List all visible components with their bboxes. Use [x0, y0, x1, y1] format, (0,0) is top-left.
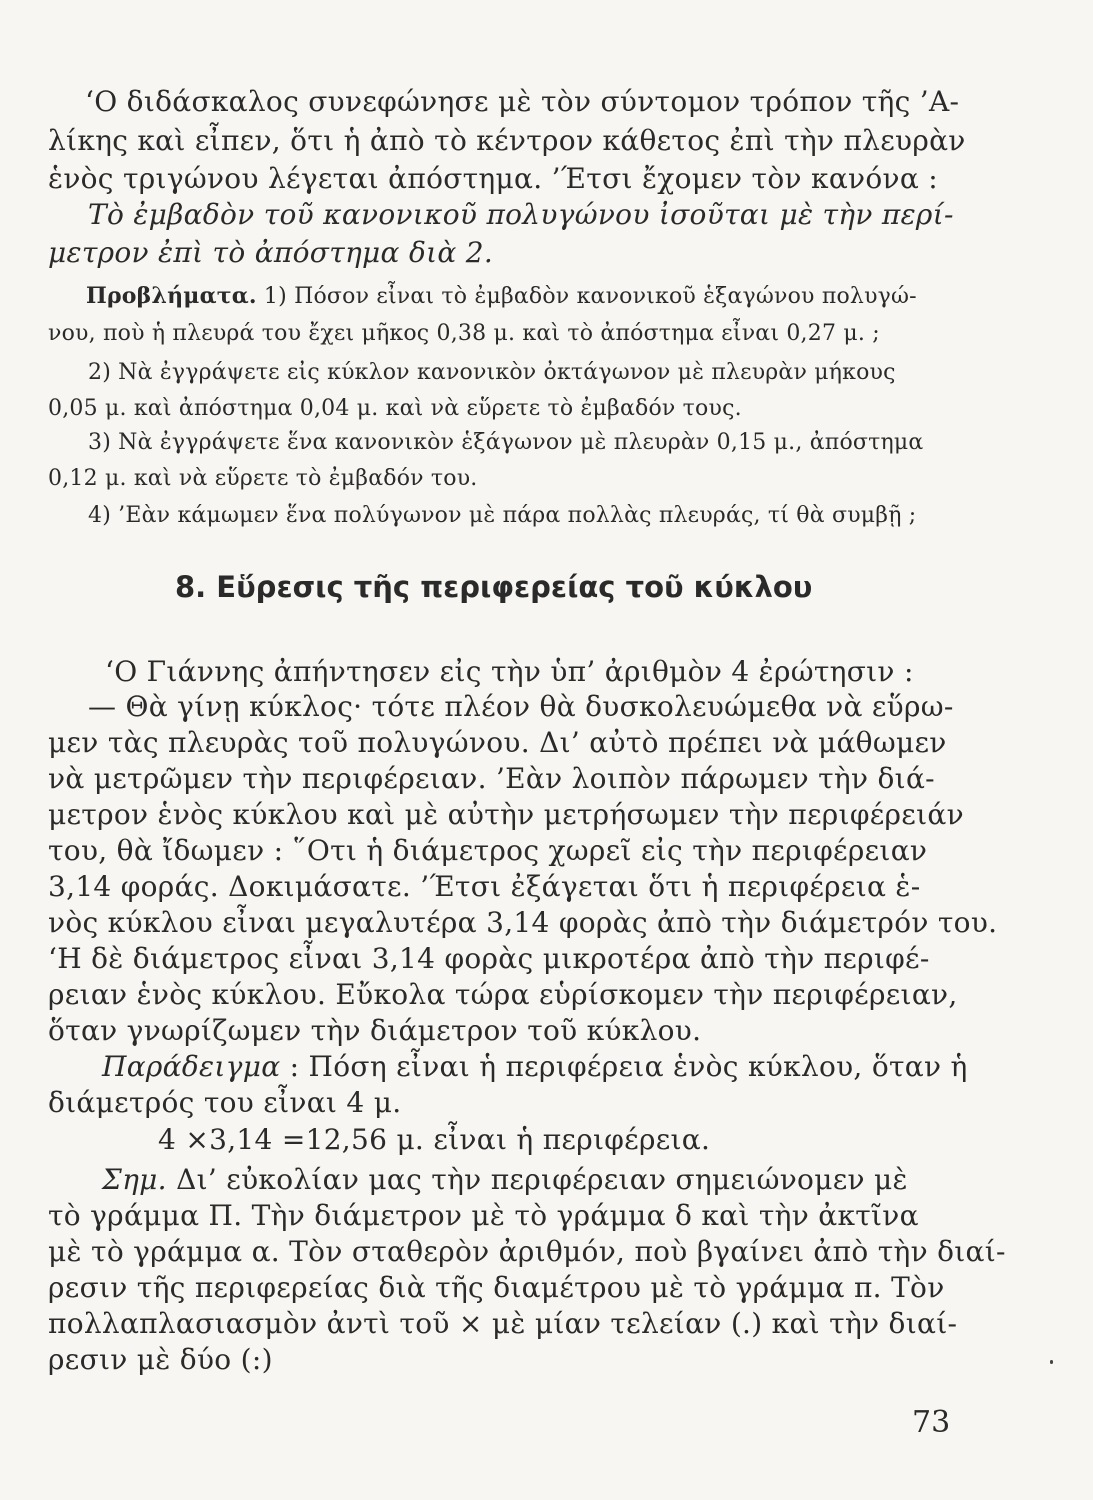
problem-line: 4) ’Εὰν κάμωμεν ἕνα πολύγωνον μὲ πάρα πολλὰς πλευράς, τί θὰ συμβῇ ; [88, 503, 917, 528]
text-line: του, θὰ ἴδωμεν : ῞Οτι ἡ διάμετρος χωρεῖ εἰς τὴν περιφέρειαν [48, 834, 928, 867]
example-line [102, 1050, 968, 1083]
text-line: ὅταν γνωρίζωμεν τὴν διάμετρον τοῦ κύκλου. [48, 1014, 702, 1047]
problem-1-text: 1) Πόσον εἶναι τὸ ἐμβαδὸν κανονικοῦ ἑξαγώνου πολυγώ- [256, 284, 917, 309]
text-line: — Θὰ γίνῃ κύκλος· τότε πλέον θὰ δυσκολευώμεθα νὰ εὕρω- [88, 690, 954, 723]
text-line: ‘Ο Γιάννης ἀπήντησεν εἰς τὴν ὑπ’ ἀριθμὸν 4 ἐρώτησιν : [105, 655, 914, 688]
text-line: νὸς κύκλου εἶναι μεγαλυτέρα 3,14 φορὰς ἀπὸ τὴν διάμετρόν του. [48, 906, 998, 939]
note-line: πολλαπλασιασμὸν ἀντὶ τοῦ × μὲ μίαν τελείαν (.) καὶ τὴν διαί- [48, 1307, 958, 1340]
note-label: Σημ. [102, 1163, 167, 1196]
text-line: λίκης καὶ εἶπεν, ὅτι ἡ ἀπὸ τὸ κέντρον κάθετος ἐπὶ τὴν πλευρὰν [48, 124, 966, 157]
note-line [102, 1163, 908, 1196]
rule-line: Τὸ ἐμβαδὸν τοῦ κανονικοῦ πολυγώνου ἰσοῦται μὲ τὴν περί- [88, 198, 954, 231]
note-line: τὸ γράμμα Π. Τὴν διάμετρον μὲ τὸ γράμμα δ καὶ τὴν ἀκτῖνα [48, 1199, 919, 1232]
formula-line: 4 ×3,14 =12,56 μ. εἶναι ἡ περιφέρεια. [158, 1123, 711, 1156]
problem-line: 3) Νὰ ἐγγράψετε ἕνα κανονικὸν ἑξάγωνον μὲ πλευρὰν 0,15 μ., ἀπόστημα [88, 430, 924, 455]
text-line: μετρον ἑνὸς κύκλου καὶ μὲ αὐτὴν μετρήσωμεν τὴν περιφέρειάν [48, 798, 964, 831]
text-line: ‘Η δὲ διάμετρος εἶναι 3,14 φορὰς μικροτέρα ἀπὸ τὴν περιφέ- [48, 942, 930, 975]
example-text: : Πόση εἶναι ἡ περιφέρεια ἑνὸς κύκλου, ὅταν ἡ [280, 1050, 968, 1083]
section-heading: 8. Εὕρεσις τῆς περιφερείας τοῦ κύκλου [175, 570, 813, 604]
problem-line: 0,05 μ. καὶ ἀπόστημα 0,04 μ. καὶ νὰ εὕρετε τὸ ἐμβαδόν τους. [48, 396, 742, 421]
problems-label: Προβλήματα. [86, 283, 257, 309]
text-line: νὰ μετρῶμεν τὴν περιφέρειαν. ’Εὰν λοιπὸν πάρωμεν τὴν διά- [48, 762, 935, 795]
example-line: διάμετρός του εἶναι 4 μ. [48, 1086, 402, 1119]
note-line: μὲ τὸ γράμμα α. Τὸν σταθερὸν ἀριθμόν, ποὺ βγαίνει ἀπὸ τὴν διαί- [48, 1235, 1006, 1268]
text-line: ρειαν ἑνὸς κύκλου. Εὔκολα τώρα εὑρίσκομεν τὴν περιφέρειαν, [48, 978, 958, 1011]
problem-line: 2) Νὰ ἐγγράψετε εἰς κύκλον κανονικὸν ὀκτάγωνον μὲ πλευρὰν μήκους [88, 360, 896, 385]
page-number: 73 [912, 1405, 951, 1440]
note-line: ρεσιν τῆς περιφερείας διὰ τῆς διαμέτρου μὲ τὸ γράμμα π. Τὸν [48, 1271, 945, 1304]
rule-line: μετρον ἐπὶ τὸ ἀπόστημα διὰ 2. [48, 236, 494, 269]
text-line: ἑνὸς τριγώνου λέγεται ἀπόστημα. ’Έτσι ἔχομεν τὸν κανόνα : [48, 162, 938, 195]
text-line: 3,14 φοράς. Δοκιμάσατε. ’Έτσι ἐξάγεται ὅτι ἡ περιφέρεια ἑ- [48, 870, 921, 903]
problem-line: νου, ποὺ ἡ πλευρά του ἔχει μῆκος 0,38 μ. καὶ τὸ ἀπόστημα εἶναι 0,27 μ. ; [48, 321, 880, 346]
text-line: ‘Ο διδάσκαλος συνεφώνησε μὲ τὸν σύντομον τρόπον τῆς ’Α- [85, 85, 960, 118]
example-label: Παράδειγμα [102, 1050, 281, 1083]
print-speck [1050, 1360, 1053, 1364]
problem-line: 0,12 μ. καὶ νὰ εὕρετε τὸ ἐμβαδόν του. [48, 466, 478, 491]
note-text: Δι’ εὐκολίαν μας τὴν περιφέρειαν σημειώνομεν μὲ [166, 1163, 908, 1196]
text-line: μεν τὰς πλευρὰς τοῦ πολυγώνου. Δι’ αὐτὸ πρέπει νὰ μάθωμεν [48, 726, 947, 759]
problem-line [86, 283, 917, 309]
note-line: ρεσιν μὲ δύο (:) [48, 1343, 273, 1376]
